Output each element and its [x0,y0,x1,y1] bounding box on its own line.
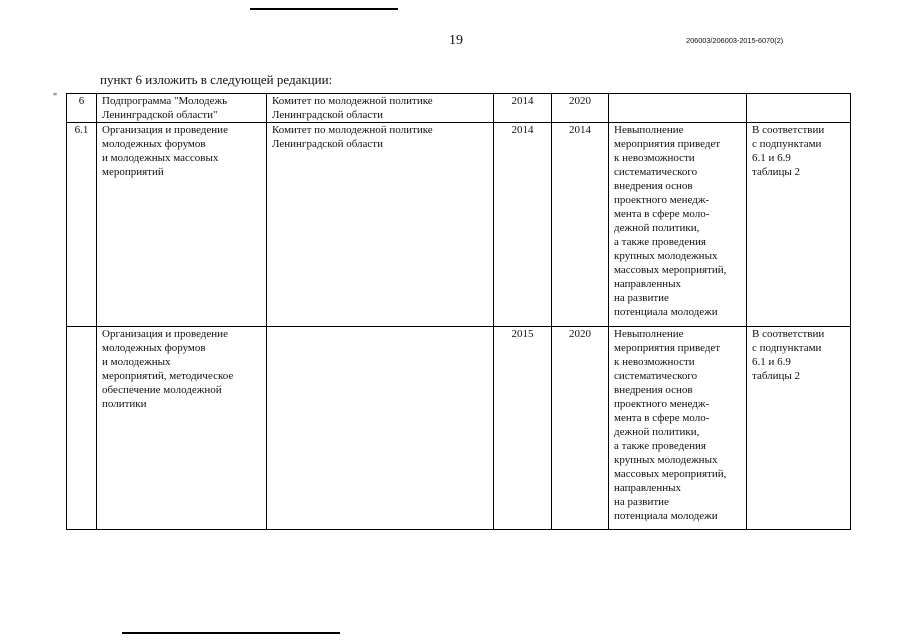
consequence-cell: Невыполнение мероприятия приведет к невозможности систематического внедрения основ проектного менедж- мента в сфере моло- дежной политики, а также проведения крупных молодежных массовых мероприятий, направленных на развитие потенциала молодежи [609,327,747,530]
item-name-cell: Организация и проведение молодежных форумов и молодежных массовых мероприятий [97,123,267,327]
document-code: 206003/206003-2015-6070(2) [686,36,784,45]
executor-cell: Комитет по молодежной политике Ленинградской области [267,123,494,327]
table-row [67,123,851,327]
page-number: 19 [449,33,463,48]
reference-cell [747,94,851,123]
end-year-cell: 2020 [552,94,609,123]
item-number-cell: 6 [67,94,97,123]
reference-cell: В соответствии с подпунктами 6.1 и 6.9 таблицы 2 [747,123,851,327]
end-year-cell: 2020 [552,327,609,530]
table-row [67,94,851,123]
item-number-cell: 6.1 [67,123,97,327]
item-name-cell: Подпрограмма "Молодежь Ленинградской области" [97,94,267,123]
start-year-cell: 2015 [494,327,552,530]
end-year-cell: 2014 [552,123,609,327]
item-name-cell: Организация и проведение молодежных форумов и молодежных мероприятий, методическое обеспечение молодежной политики [97,327,267,530]
executor-cell [267,327,494,530]
executor-cell: Комитет по молодежной политике Ленинградской области [267,94,494,123]
start-year-cell: 2014 [494,123,552,327]
bottom-rule [122,632,340,634]
consequence-cell [609,94,747,123]
reference-cell: В соответствии с подпунктами 6.1 и 6.9 таблицы 2 [747,327,851,530]
table-row [67,327,851,530]
consequence-cell: Невыполнение мероприятия приведет к невозможности систематического внедрения основ проектного менедж- мента в сфере моло- дежной политики, а также проведения крупных молодежных массовых мероприятий, направленных на развитие потенциала молодежи [609,123,747,327]
top-rule [250,8,398,10]
measures-table [66,93,851,530]
intro-text: пункт 6 изложить в следующей редакции: [100,72,333,87]
item-number-cell [67,327,97,530]
start-year-cell: 2014 [494,94,552,123]
opening-quote-mark: " [53,92,58,103]
